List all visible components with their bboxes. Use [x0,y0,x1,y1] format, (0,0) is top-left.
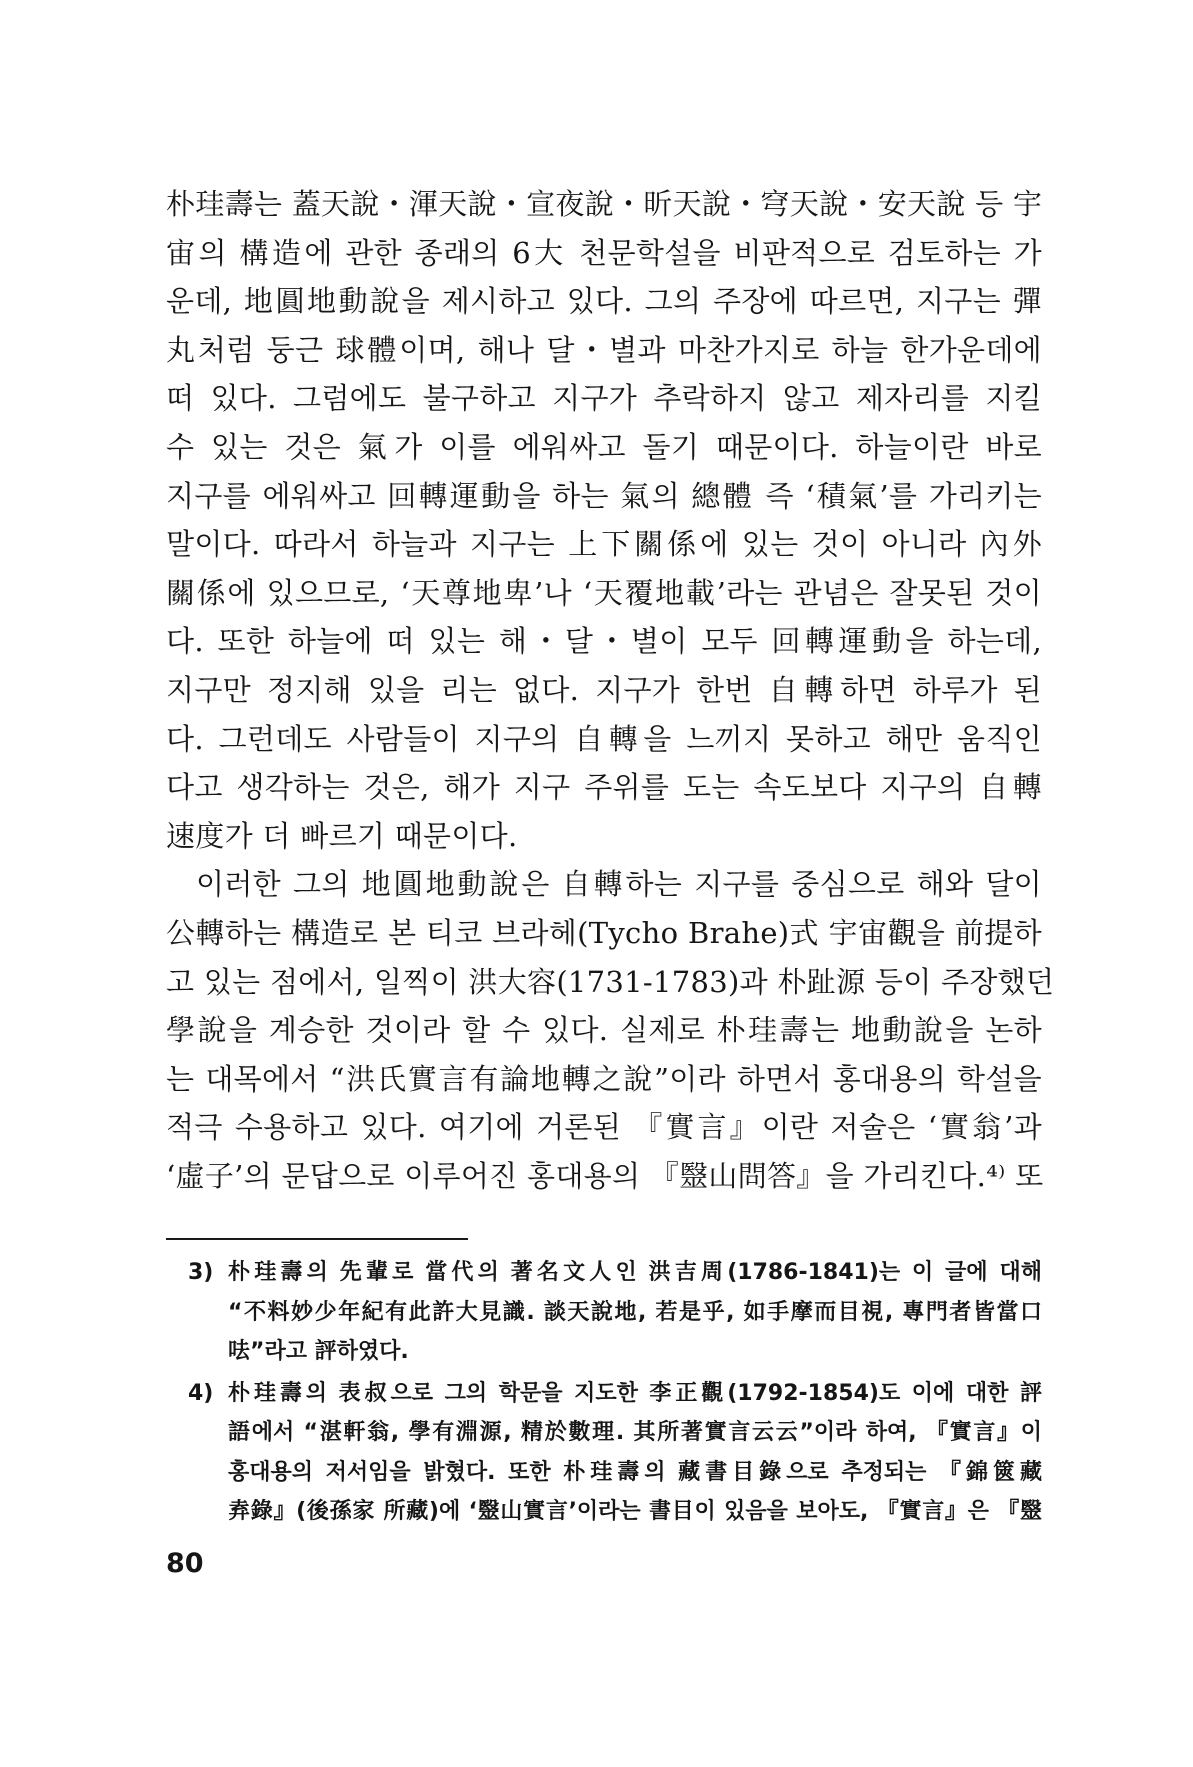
text-line: 關係에 있으므로, ‘天尊地卑’나 ‘天覆地載’라는 관념은 잘못된 것이 [166,575,1042,610]
footnote-4 [188,1374,1042,1532]
text-line: 丸처럼 둥근 球體이며, 해나 달・별과 마찬가지로 하늘 한가운데에 [166,332,1042,367]
text-line: 고 있는 점에서, 일찍이 洪大容(1731-1783)과 朴趾源 등이 주장했던 [166,964,1055,999]
text-line: 速度가 더 빠르기 때문이다. [166,818,518,853]
footnote-line: 朴珪壽의 先輩로 當代의 著名文人인 洪吉周(1786-1841)는 이 글에 대해 [228,1260,1042,1285]
footnote-number: 4) [188,1380,214,1406]
text-line: ‘虛子’의 문답으로 이루어진 홍대용의 『毉山問答』을 가리킨다.⁴⁾ 또 [166,1158,1044,1193]
body-text [166,180,1055,1200]
footnote-number: 3) [188,1260,214,1285]
footnote-line: “不料妙少年紀有此許大見識. 談天說地, 若是乎, 如手摩而目視, 專門者皆當口 [228,1299,1042,1325]
text-line: 다. 그런데도 사람들이 지구의 自轉을 느끼지 못하고 해만 움직인 [166,721,1042,756]
footnote-3 [188,1253,1042,1372]
text-line: 公轉하는 構造로 본 티코 브라헤(Tycho Brahe)式 宇宙觀을 前提하 [166,915,1042,950]
text-line: 學說을 계승한 것이라 할 수 있다. 실제로 朴珪壽는 地動說을 논하 [166,1013,1042,1048]
text-line: 宙의 構造에 관한 종래의 6大 천문학설을 비판적으로 검토하는 가 [166,235,1042,270]
footnote-line: 朴珪壽의 表叔으로 그의 학문을 지도한 李正觀(1792-1854)도 이에 대한 評 [228,1380,1042,1406]
text-line: 다고 생각하는 것은, 해가 지구 주위를 도는 속도보다 지구의 自轉 [166,770,1042,805]
text-line: 지구만 정지해 있을 리는 없다. 지구가 한번 自轉하면 하루가 된 [166,672,1042,707]
page-number: 80 [166,1548,204,1579]
text-line: 적극 수용하고 있다. 여기에 거론된 『實言』이란 저술은 ‘實翁’과 [166,1110,1042,1145]
footnote-line: 홍대용의 저서임을 밝혔다. 또한 朴珪壽의 藏書目錄으로 추정되는 『錦篋藏 [228,1459,1042,1485]
footnote-line: 語에서 “湛軒翁, 學有淵源, 精於數理. 其所著實言云云”이라 하여, 『實言』이 [228,1420,1042,1445]
footnote-divider [166,1238,468,1240]
text-line: 떠 있다. 그럼에도 불구하고 지구가 추락하지 않고 제자리를 지킬 [166,381,1042,416]
text-line: 말이다. 따라서 하늘과 지구는 上下關係에 있는 것이 아니라 內外 [166,527,1042,562]
text-line: 운데, 地圓地動說을 제시하고 있다. 그의 주장에 따르면, 지구는 彈 [166,284,1042,319]
text-line: 이러한 그의 地圓地動說은 自轉하는 지구를 중심으로 해와 달이 [196,867,1042,902]
footnote-line: 呿”라고 評하였다. [228,1339,409,1364]
text-line: 는 대목에서 “洪氏實言有論地轉之說”이라 하면서 홍대용의 학설을 [166,1061,1042,1096]
text-line: 지구를 에워싸고 回轉運動을 하는 氣의 總體 즉 ‘積氣’를 가리키는 [166,478,1042,513]
footnote-line: 弆錄』(後孫家 所藏)에 ‘毉山實言’이라는 書目이 있음을 보아도, 『實言』은 『毉 [228,1499,1042,1524]
text-line: 수 있는 것은 氣가 이를 에워싸고 돌기 때문이다. 하늘이란 바로 [166,429,1042,464]
text-line: 다. 또한 하늘에 떠 있는 해・달・별이 모두 回轉運動을 하는데, [166,624,1042,659]
footnotes [188,1253,1042,1534]
text-line: 朴珪壽는 蓋天說・渾天說・宣夜說・昕天說・穹天說・安天說 등 宇 [166,187,1043,221]
